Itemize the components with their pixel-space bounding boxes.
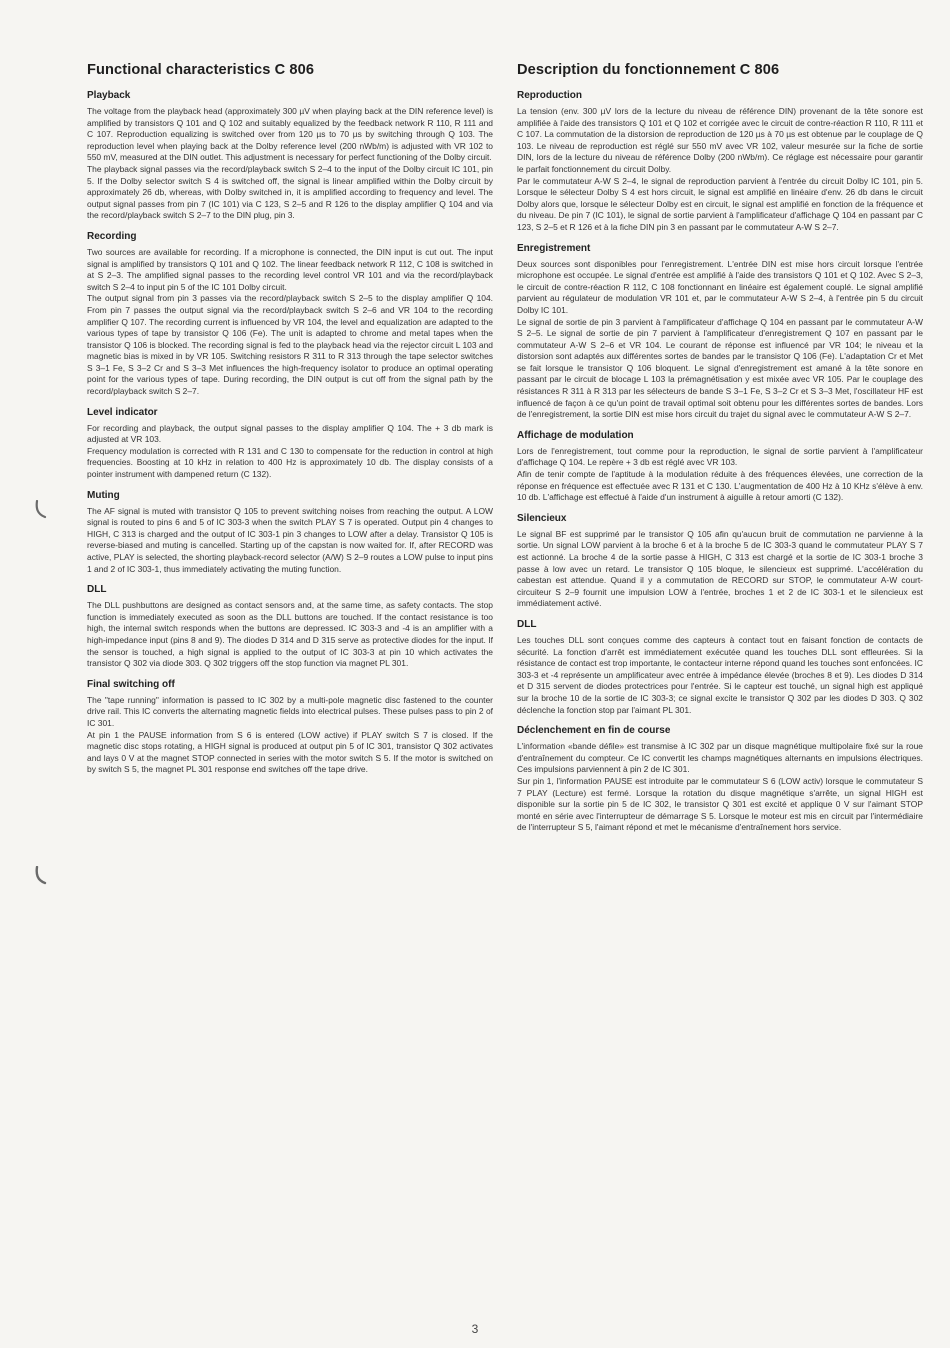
section-heading: DLL [517,618,537,630]
section [87,584,493,670]
section [87,679,493,776]
section [517,513,923,610]
section-heading: Affichage de modulation [517,429,634,441]
section-heading: Silencieux [517,512,567,524]
section-paragraph: L'information «bande défile» est transmise à IC 302 par un disque magnétique multipolaire fixé sur la roue d'entraînement du compteur. Ce IC convertit les champs magnétiques alternants en impulsions électriques. Ces impulsions parviennent à pin 2 de IC 301. [517,741,923,775]
binder-hole-mark [34,866,48,886]
section-paragraph: The output signal from pin 3 passes via the record/playback switch S 2–5 to the display amplifier Q 104. From pin 7 passes the output signal via the record/playback switch S 2–6 and VR 104 to the recording amplifier Q 107. The recording current is influenced by VR 104, the level and equalization are adapted to the various types of tape by transistor Q 106 (Fe). The unit is adapted to chrome and metal tapes when the transistor Q 106 is blocked. The recording signal is fed to the playback head via the rejector circuit L 103 and magnetic bias is mixed in by VR 105. Switching resistors R 311 to R 313 through the tape selector switches S 3–1 Fe, S 3–2 Cr and S 3–3 Met influences the high-frequency isolator to produce an optimal operating point for the various types of tape. During recording, the DIN output is cut off from the signal path by the record/playback switch S 2–7. [87,293,493,397]
section [517,725,923,834]
section-heading: DLL [87,584,107,596]
french-column [517,62,923,843]
section-heading: Déclenchement en fin de course [517,725,671,737]
section-paragraph: Les touches DLL sont conçues comme des capteurs à contact tout en faisant fonction de contacts de sécurité. La fonction d'arrêt est immédiatement exécutée quand les touches DLL sont effleurées. Si la résistance de contact est trop importante, le contacteur interne répond quand les touches sont enfoncées. IC 303-3 et -4 représente un amplificateur avec entrée à impédance élevée (broches 8 et 9). Les diodes D 314 et D 315 servent de diodes protectrices pour l'entrée. Si le capteur est touché, un signal high est appliqué sur la broche 10 de la sortie de IC 303-3; ce signal excite le transistor Q 302 par les diodes D 303. Q 302 déclenche la fonction stop par l'aimant PL 301. [517,634,923,715]
section [87,231,493,398]
section-heading: Muting [87,489,120,501]
section [87,407,493,481]
section-paragraph: The "tape running" information is passed to IC 302 by a multi-pole magnetic disc fastened to the counter drive rail. This IC converts the alternating magnetic fields into electrical pulses. These pulses pass to pin 2 of IC 301. [87,694,493,728]
section-paragraph: La tension (env. 300 µV lors de la lecture du niveau de référence DIN) provenant de la tête sonore est amplifiée à l'aide des transistors Q 101 et Q 102 et corrigée avec le circuit de contre-réaction R 110, R 111 et C 107. La commutation de la distorsion de reproduction de 120 µs à 70 µs est obtenue par le couplage de Q 103. Le niveau de reproduction est réglé sur 550 mV avec VR 102, valeur mesurée sur la fiche de sortie DIN, lors de la lecture du niveau de référence Dolby (200 nWb/m). Ce réglage est nécessaire pour garantir le parfait fonctionnement du circuit Dolby. [517,106,923,174]
section-heading: Recording [87,230,137,242]
section [87,90,493,222]
section-paragraph: Lors de l'enregistrement, tout comme pour la reproduction, le signal de sortie parvient à l'amplificateur d'affichage Q 104. Le repère + 3 db est réglé avec VR 103. [517,445,923,468]
section-paragraph: Le signal de sortie de pin 3 parvient à l'amplificateur d'affichage Q 104 en passant par le commutateur A-W S 2–5. Le signal de sortie de pin 7 parvient à l'amplificateur d'enregistrement Q 107 en passant par le commutateur A-W S 2–6 et VR 104. Le courant de réponse est influencé par VR 104; le niveau et la distorsion sont adaptés aux différentes sortes de bandes par le transistor Q 106 (Fe). L'adaptation Cr et Met se fait lorsque le transistor Q 106 bloquent. Le signal d'enregistrement est amané à la tête sonore en passant par le circuit de blocage L 103 la prémagnétisation y est mixée avec VR 105. Par le couplage des résistances R 311 à R 313 par les sélecteurs de bande S 3–1 Fe, S 3–2 Cr et S 3–3 Met, l'oscillateur HF est influencé de façon à ce qu'un point de travail optimal soit obtenu pour les différentes sortes de bandes. Lors de l'enregistrement, la sortie DIN est mise hors circuit du trajet du signal avec le commutateur A-W S 2–7. [517,316,923,420]
section-paragraph: The DLL pushbuttons are designed as contact sensors and, at the same time, as safety contacts. The stop function is immediately executed as soon as the DLL buttons are touched. If the contact resistance is too high, the internal switch responds when the buttons are depressed. IC 303-3 and -4 is an amplifier with a high-impedance input (pins 8 and 9). The diodes D 314 and D 315 serve as protective diodes for the input. If the sensor is touched, a high signal is applied to the output of IC 303-3 at pin 10 which activates the transistor Q 302 via diode 303. Q 302 triggers off the stop function via magnet PL 301. [87,600,493,669]
english-column [87,62,493,785]
english-title: Functional characteristics C 806 [87,62,315,78]
section-heading: Final switching off [87,678,175,690]
section-paragraph: The voltage from the playback head (approximately 300 µV when playing back at the DIN reference level) is amplified by transistors Q 101 and Q 102 and suitably equalized by the feedback network R 110, R 111 and C 107. Reproduction equalizing is switched over from 120 µs to 70 µs by switching through Q 103. The reproduction level when playing back at the Dolby reference level (200 nWb/m) is adjusted with VR 102 to 550 mV, measured at the DIN outlet. This adjustment is necessary for perfect functioning of the Dolby circuit. [87,106,493,163]
section-paragraph: The playback signal passes via the record/playback switch S 2–4 to the input of the Dolby circuit IC 101, pin 5. If the Dolby selector switch S 4 is switched off, the signal is linear amplified within the Dolby circuit by approximately 26 db, whereas, with Dolby switched in, it is amplified according to frequency and level. The output signal passes from pin 7 (IC 101) via C 123, S 2–5 and R 126 to the display amplifier Q 104 and via the record/playback switch S 2–7 to the DIN plug, pin 3. [87,163,493,221]
section-paragraph: Deux sources sont disponibles pour l'enregistrement. L'entrée DIN est mise hors circuit lorsque l'entrée microphone est occupée. Le signal d'entrée est amplifié à l'aide des transistors Q 101 et Q 102. Avec S 2–3, le circuit de contre-réaction R 112, C 108 fonctionnant en linéaire est également couplé. Le signal amplifié parvient au régulateur de modulation VR 101 et, par le commutateur A-W S 2–4, à l'entrée pin 5 du circuit Dolby IC 101. [517,258,923,315]
section-paragraph: Par le commutateur A-W S 2–4, le signal de reproduction parvient à l'entrée du circuit Dolby IC 101, pin 5. Lorsque le sélecteur Dolby S 4 est hors circuit, le signal est amplifié en linéaire d'env. 26 db dans le circuit Dolby alors que, lorsque le sélecteur Dolby est en circuit, le signal est amplifié en fonction de la fréquence et du niveau. De pin 7 (IC 101), le signal de sortie parvient à l'amplificateur d'affichage Q 104 en passant par C 123, S 2–5 et R 126 et à la fiche DIN pin 3 en passant par le commutateur A-W S 2–7. [517,175,923,232]
section-paragraph: Sur pin 1, l'information PAUSE est introduite par le commutateur S 6 (LOW activ) lorsque le commutateur S 7 PLAY (Lecture) est fermé. Lorsque la rotation du disque magnétique s'arrête, un signal HIGH est disponible sur la sortie pin 5 de IC 302, le transistor Q 301 est excité et applique 0 V sur l'aimant STOP monté en série avec l'interrupteur de démarrage S 5. Lorsque le moteur est mis en circuit par l'intermédiaire de l'interrupteur S 5, l'aimant répond et met le mécanisme d'entraînement hors service. [517,775,923,833]
section [517,90,923,234]
section-heading: Playback [87,90,131,101]
section [517,243,923,421]
binder-hole-mark [34,500,48,520]
section [517,430,923,504]
section [517,619,923,716]
page-number: 3 [471,1322,479,1336]
section-paragraph: Two sources are available for recording. If a microphone is connected, the DIN input is cut out. The input signal is amplified by transistors Q 101 and Q 102. The linear feedback network R 112, C 108 is switched in at S 2–3. The amplified signal passes to the recording level control VR 101 and via the record/playback switch S 2–4 to input pin 5 of the IC 101 Dolby circuit. [87,246,493,292]
section-paragraph: Frequency modulation is corrected with R 131 and C 130 to compensate for the reduction in control at high frequencies. Boosting at 10 kHz in relation to 400 Hz is approximately 10 db. The display consists of a pointer instrument with dampened return (C 132). [87,445,493,480]
french-sections [517,90,923,834]
section-paragraph: Afin de tenir compte de l'aptitude à la modulation réduite à des fréquences élevées, une correction de la réponse en fréquence est effectuée avec R 131 et C 130. L'augmentation de 400 Hz à 10 KHz s'élève à env. 10 db. L'affichage est effectué à l'aide d'un instrument à aiguille à retour amorti (C 132). [517,469,923,503]
section-paragraph: At pin 1 the PAUSE information from S 6 is entered (LOW active) if PLAY switch S 7 is closed. If the magnetic disc stops rotating, a HIGH signal is produced at output pin 5 of IC 301, transistor Q 302 activates and lays 0 V at the magnet STOP connected in series with the motor switch S 5. If the motor is switched on by switch S 5, the magnet PL 301 response end switches off the tape drive. [87,729,493,775]
section-heading: Enregistrement [517,242,591,254]
french-title: Description du fonctionnement C 806 [517,62,780,78]
section-paragraph: Le signal BF est supprimé par le transistor Q 105 afin qu'aucun bruit de commutation ne parvienne à la sortie. Un signal LOW parvient à la broche 6 et à la broche 5 de IC 303-3 quand le commutateur PLAY S 7 est actionné. La broche 4 de la sortie passe à HIGH, C 313 est chargé et la sortie de IC 303-1 broche 3 passe à low avec un retard. Le transistor Q 105 bloque, le silencieux est supprimé. L'accélération du cabestan est attendue. Quand il y a commutation de RECORD sur STOP, le commutateur A-W court-circuiteur S 2–9 fournit une impulsion LOW à l'entrée, broches 1 et 2 de IC 303-1 et le silencieux est immédiatement activé. [517,528,923,609]
section-paragraph: For recording and playback, the output signal passes to the display amplifier Q 104. The + 3 db mark is adjusted at VR 103. [87,422,493,445]
section-heading: Level indicator [87,406,158,418]
english-sections [87,90,493,776]
section-paragraph: The AF signal is muted with transistor Q 105 to prevent switching noises from reaching the output. A LOW signal is routed to pins 6 and 5 of IC 303-3 when the switch PLAY S 7 is operated. Output pin 4 changes to HIGH, C 313 is charged and the output of IC 303-1 pin 3 changes to LOW after a delay. Transistor Q 105 is reverse-biased and muting is cancelled. Starting up of the capstan is now waited for. If, after RECORD was active, PLAY is selected, the shorting playback-record selector (A/W) S 2–9 routes a LOW pulse to input pins 1 and 2 of IC 303-1, thus immediately activating the muting function. [87,505,493,574]
section-heading: Reproduction [517,90,582,101]
section [87,490,493,576]
